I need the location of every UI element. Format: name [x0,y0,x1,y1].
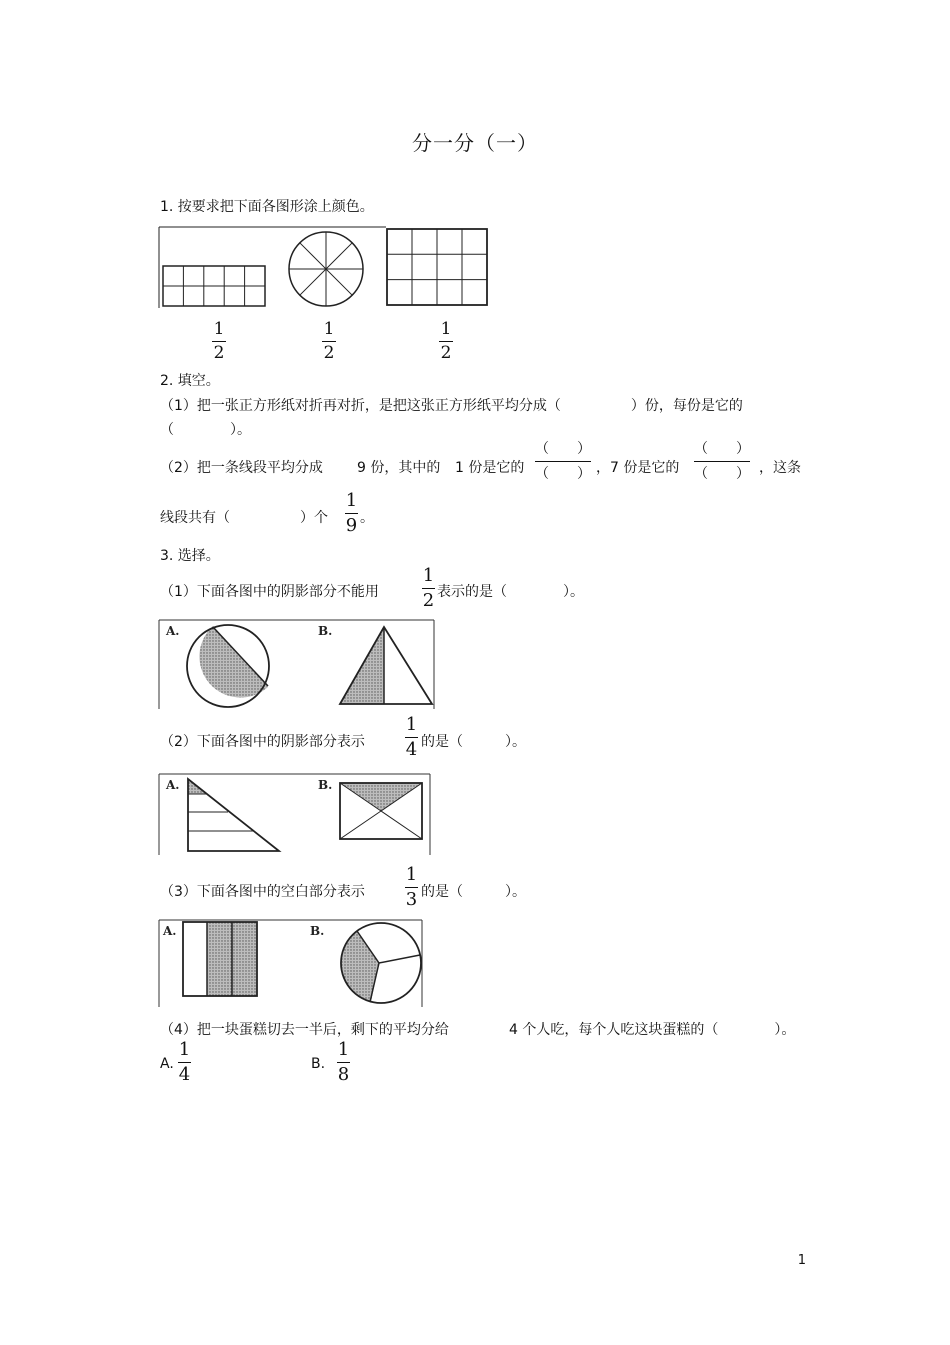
q3-s1-text-a: （1）下面各图中的阴影部分不能用 [160,584,379,600]
q2-part1-line1: （1）把一张正方形纸对折再对折，是把这张正方形纸平均分成（ ）份，每份是它的 [160,398,743,414]
q1-circle-eighths [289,232,363,306]
q3-s3-label-b: B. [310,924,325,938]
q2-part1-line2: （ ）。 [160,422,251,438]
q3-s2-label-a: A. [166,778,180,792]
page-title: 分一分（一） [412,131,538,155]
q3-s3-text-a: （3）下面各图中的空白部分表示 [160,884,365,900]
q2-part2-line2-b: 。 [360,510,374,526]
q1-square-grid [387,229,487,305]
q2-part2-text-a: （2）把一条线段平均分成 [160,460,323,476]
q3-s2-figures [158,773,433,857]
q2-part2-text-b: 9 份，其中的 [357,460,441,476]
q3-s1-figures [158,619,438,711]
q3-option-b-fraction: 1 8 [337,1039,350,1085]
q3-option-b-label: B. [311,1056,326,1072]
q2-fraction-ninth: 1 9 [345,490,358,536]
q3-s1-label-a: A. [166,624,180,638]
q3-s2-text-a: （2）下面各图中的阴影部分表示 [160,734,365,750]
q3-s1-label-b: B. [318,624,333,638]
q2-part2-text-d: ，7 份是它的 [596,460,680,476]
q3-option-a-fraction: 1 4 [178,1039,191,1085]
q3-s1-text-b: 表示的是（ ）。 [437,584,584,600]
q3-s4-text-b: 4 个人吃，每个人吃这块蛋糕的（ ）。 [509,1022,796,1038]
q1-figures [158,226,498,310]
q3-s2-text-b: 的是（ ）。 [421,734,526,750]
q3-option-a-label: A. [160,1056,174,1072]
q1-fraction-1: 1 2 [213,319,225,363]
q1-fraction-2: 1 2 [323,319,335,363]
q2-heading: 2. 填空。 [160,373,220,389]
q3-s3-figures [158,919,426,1009]
q2-blank-fraction-2: （ ） （ ） [694,441,750,482]
q2-part2-text-e: ，这条 [759,460,801,476]
page-number: 1 [797,1253,806,1268]
q3-s3-text-b: 的是（ ）。 [421,884,526,900]
q1-rectangle-grid [163,266,265,306]
q3-s2-label-b: B. [318,778,333,792]
q3-s3-label-a: A. [163,924,177,938]
q3-s4-text-a: （4）把一块蛋糕切去一半后，剩下的平均分给 [160,1022,449,1038]
q3-heading: 3. 选择。 [160,548,220,564]
q1-fraction-3: 1 2 [440,319,452,363]
q3-s1-fraction: 1 2 [422,565,435,611]
q2-part2-text-c: 1 份是它的 [455,460,525,476]
q1-heading: 1. 按要求把下面各图形涂上颜色。 [160,199,374,215]
q2-blank-fraction-1: （ ） （ ） [535,441,591,482]
q3-s3-fraction: 1 3 [405,864,418,910]
q2-part2-line2-a: 线段共有（ ）个 [160,510,328,526]
q3-s2-fraction: 1 4 [405,714,418,760]
